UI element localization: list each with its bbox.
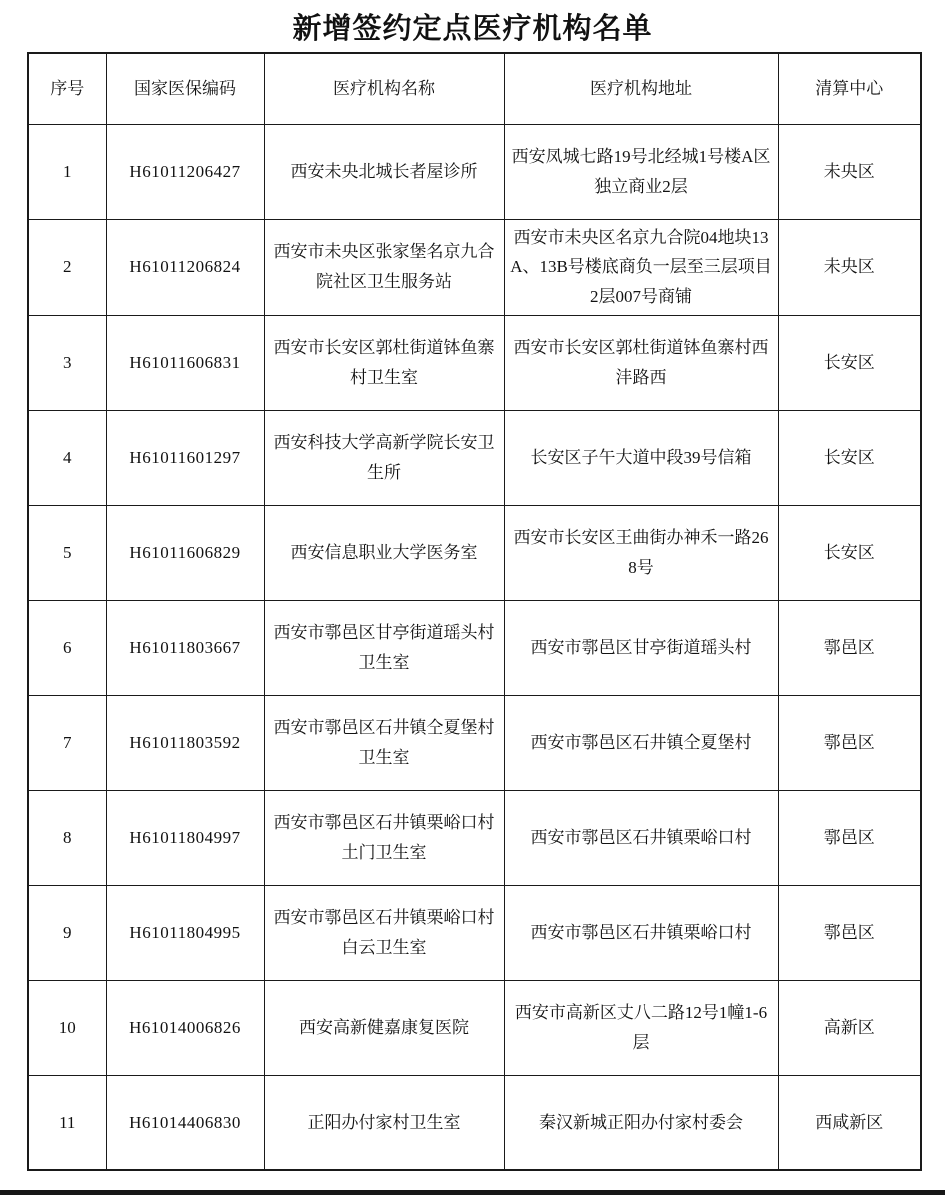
cell-institution-address: 西安市鄠邑区石井镇栗峪口村 [504,790,778,885]
cell-insurance-code: H61011804995 [106,885,264,980]
cell-index: 7 [28,695,106,790]
table-row [28,980,921,1075]
header-row [28,53,921,124]
cell-institution-address: 长安区子午大道中段39号信箱 [504,410,778,505]
page-title: 新增签约定点医疗机构名单 [292,13,653,45]
cell-insurance-code: H61011606831 [106,315,264,410]
table-row [28,410,921,505]
table-row [28,790,921,885]
cell-clearing-center: 高新区 [778,980,921,1075]
cell-clearing-center: 鄠邑区 [778,695,921,790]
cell-institution-address: 西安市鄠邑区石井镇仝夏堡村 [504,695,778,790]
cell-institution-address: 西安市长安区王曲街办神禾一路268号 [504,505,778,600]
cell-institution-name: 西安市鄠邑区石井镇栗峪口村白云卫生室 [264,885,504,980]
cell-clearing-center: 西咸新区 [778,1075,921,1170]
table-row [28,885,921,980]
cell-clearing-center: 鄠邑区 [778,885,921,980]
cell-clearing-center: 长安区 [778,315,921,410]
cell-insurance-code: H61014406830 [106,1075,264,1170]
cell-institution-address: 西安市高新区丈八二路12号1幢1-6层 [504,980,778,1075]
table-row [28,695,921,790]
table-row [28,219,921,315]
table-row [28,315,921,410]
cell-index: 9 [28,885,106,980]
column-header-clearing-center: 清算中心 [778,53,921,124]
column-header-institution-name: 医疗机构名称 [264,53,504,124]
table-row [28,1075,921,1170]
cell-index: 5 [28,505,106,600]
cell-institution-address: 西安市鄠邑区石井镇栗峪口村 [504,885,778,980]
cell-insurance-code: H61011601297 [106,410,264,505]
cell-institution-name: 西安未央北城长者屋诊所 [264,124,504,219]
cell-insurance-code: H61011606829 [106,505,264,600]
cell-index: 10 [28,980,106,1075]
table-row [28,505,921,600]
column-header-institution-address: 医疗机构地址 [504,53,778,124]
cell-institution-address: 西安市长安区郭杜街道钵鱼寨村西沣路西 [504,315,778,410]
cell-clearing-center: 鄠邑区 [778,790,921,885]
cell-clearing-center: 未央区 [778,124,921,219]
cell-institution-name: 西安市鄠邑区石井镇仝夏堡村卫生室 [264,695,504,790]
cell-insurance-code: H61014006826 [106,980,264,1075]
table-row [28,124,921,219]
cell-institution-address: 西安市未央区名京九合院04地块13A、13B号楼底商负一层至三层项目2层007号商铺 [504,219,778,315]
cell-index: 2 [28,219,106,315]
medical-institutions-table [27,52,922,1171]
table-row [28,600,921,695]
bottom-divider [0,1190,945,1195]
cell-clearing-center: 长安区 [778,410,921,505]
cell-institution-name: 正阳办付家村卫生室 [264,1075,504,1170]
cell-institution-name: 西安市长安区郭杜街道钵鱼寨村卫生室 [264,315,504,410]
cell-institution-name: 西安高新健嘉康复医院 [264,980,504,1075]
cell-index: 3 [28,315,106,410]
cell-institution-name: 西安信息职业大学医务室 [264,505,504,600]
cell-institution-name: 西安科技大学高新学院长安卫生所 [264,410,504,505]
cell-institution-address: 秦汉新城正阳办付家村委会 [504,1075,778,1170]
cell-institution-address: 西安市鄠邑区甘亭街道瑶头村 [504,600,778,695]
cell-institution-name: 西安市鄠邑区石井镇栗峪口村土门卫生室 [264,790,504,885]
cell-institution-name: 西安市鄠邑区甘亭街道瑶头村卫生室 [264,600,504,695]
cell-clearing-center: 鄠邑区 [778,600,921,695]
cell-index: 1 [28,124,106,219]
cell-insurance-code: H61011803592 [106,695,264,790]
cell-insurance-code: H61011206824 [106,219,264,315]
column-header-index: 序号 [28,53,106,124]
cell-insurance-code: H61011804997 [106,790,264,885]
cell-institution-name: 西安市未央区张家堡名京九合院社区卫生服务站 [264,219,504,315]
cell-index: 4 [28,410,106,505]
cell-insurance-code: H61011206427 [106,124,264,219]
cell-insurance-code: H61011803667 [106,600,264,695]
cell-clearing-center: 长安区 [778,505,921,600]
cell-index: 11 [28,1075,106,1170]
cell-institution-address: 西安凤城七路19号北经城1号楼A区独立商业2层 [504,124,778,219]
table-body [28,124,921,1170]
cell-clearing-center: 未央区 [778,219,921,315]
column-header-insurance-code: 国家医保编码 [106,53,264,124]
cell-index: 6 [28,600,106,695]
cell-index: 8 [28,790,106,885]
